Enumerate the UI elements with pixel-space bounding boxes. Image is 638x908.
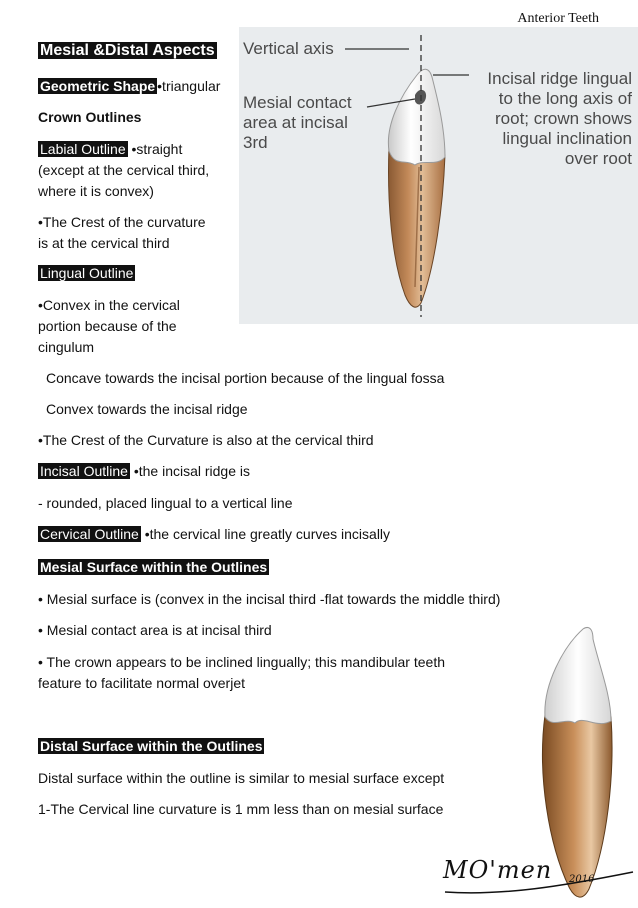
label-ridge-line1: Incisal ridge lingual: [487, 69, 632, 88]
page-header-title: Anterior Teeth: [517, 11, 599, 26]
incisal-outline-value: •the incisal ridge is: [133, 463, 251, 479]
cervical-outline-value: •the cervical line greatly curves incisally: [144, 526, 391, 542]
lingual-line3: cingulum: [38, 339, 95, 355]
label-ridge-line5: over root: [564, 149, 632, 168]
incisal-outline-row: [38, 461, 250, 482]
lingual-outline-row: [38, 263, 135, 284]
geometric-shape-label: Geometric Shape: [40, 78, 156, 94]
incisal-outline-label: Incisal Outline: [40, 463, 128, 479]
geometric-shape-value: •triangular: [157, 78, 221, 94]
mesial-bullet-3-line1: • The crown appears to be inclined lingually; this mandibular teeth: [38, 654, 445, 670]
cervical-outline-row: [38, 524, 390, 545]
tooth-diagram-figure: [239, 27, 638, 324]
lingual-line1: •Convex in the cervical: [38, 297, 180, 313]
mesial-bullet-1: • Mesial surface is (convex in the incisal third -flat towards the middle third): [38, 591, 501, 607]
mesial-bullet-2: • Mesial contact area is at incisal third: [38, 622, 272, 638]
distal-line2: 1-The Cervical line curvature is 1 mm less than on mesial surface: [38, 801, 444, 817]
labial-outline-line3: where it is convex): [38, 183, 154, 199]
tooth-crown: [388, 69, 445, 165]
label-contact-line3: 3rd: [243, 133, 268, 152]
label-ridge-line4: lingual inclination: [502, 129, 632, 148]
tooth2-crown: [545, 627, 611, 723]
crown-outlines-heading: Crown Outlines: [38, 109, 142, 125]
mesial-surface-heading-row: [38, 557, 269, 578]
labial-outline-label: Labial Outline: [40, 141, 126, 157]
distal-surface-heading: Distal Surface within the Outlines: [40, 738, 263, 754]
author-signature: [443, 852, 638, 900]
lingual-outline-label: Lingual Outline: [40, 265, 134, 281]
signature-year: 2016: [569, 874, 595, 885]
concave-line: Concave towards the incisal portion because of the lingual fossa: [46, 370, 445, 386]
geometric-shape-row: [38, 76, 220, 97]
rounded-line: - rounded, placed lingual to a vertical line: [38, 495, 293, 511]
label-contact-line2: area at incisal: [243, 113, 348, 132]
label-contact-line1: Mesial contact: [243, 93, 352, 112]
mesial-bullet-3-line2: feature to facilitate normal overjet: [38, 675, 245, 691]
label-ridge-line2: to the long axis of: [498, 89, 632, 108]
section-heading: [38, 40, 217, 61]
signature-name: MO'men: [443, 856, 553, 884]
labial-outline-value: •straight: [131, 141, 183, 157]
convex-line: Convex towards the incisal ridge: [46, 401, 248, 417]
label-ridge-line3: root; crown shows: [495, 109, 632, 128]
labial-outline-row: [38, 139, 182, 160]
cervical-outline-label: Cervical Outline: [40, 526, 139, 542]
lingual-line2: portion because of the: [38, 318, 177, 334]
labial-outline-line2: (except at the cervical third,: [38, 162, 210, 178]
mesial-surface-heading: Mesial Surface within the Outlines: [40, 559, 268, 575]
distal-surface-heading-row: [38, 736, 264, 757]
crest-line1: •The Crest of the curvature: [38, 214, 206, 230]
crest-line2: is at the cervical third: [38, 235, 170, 251]
label-vertical-axis: Vertical axis: [243, 39, 334, 58]
heading-mesial-distal: Mesial &Distal Aspects: [40, 42, 215, 59]
crest-cervical-line: •The Crest of the Curvature is also at the cervical third: [38, 432, 374, 448]
distal-line1: Distal surface within the outline is similar to mesial surface except: [38, 770, 445, 786]
